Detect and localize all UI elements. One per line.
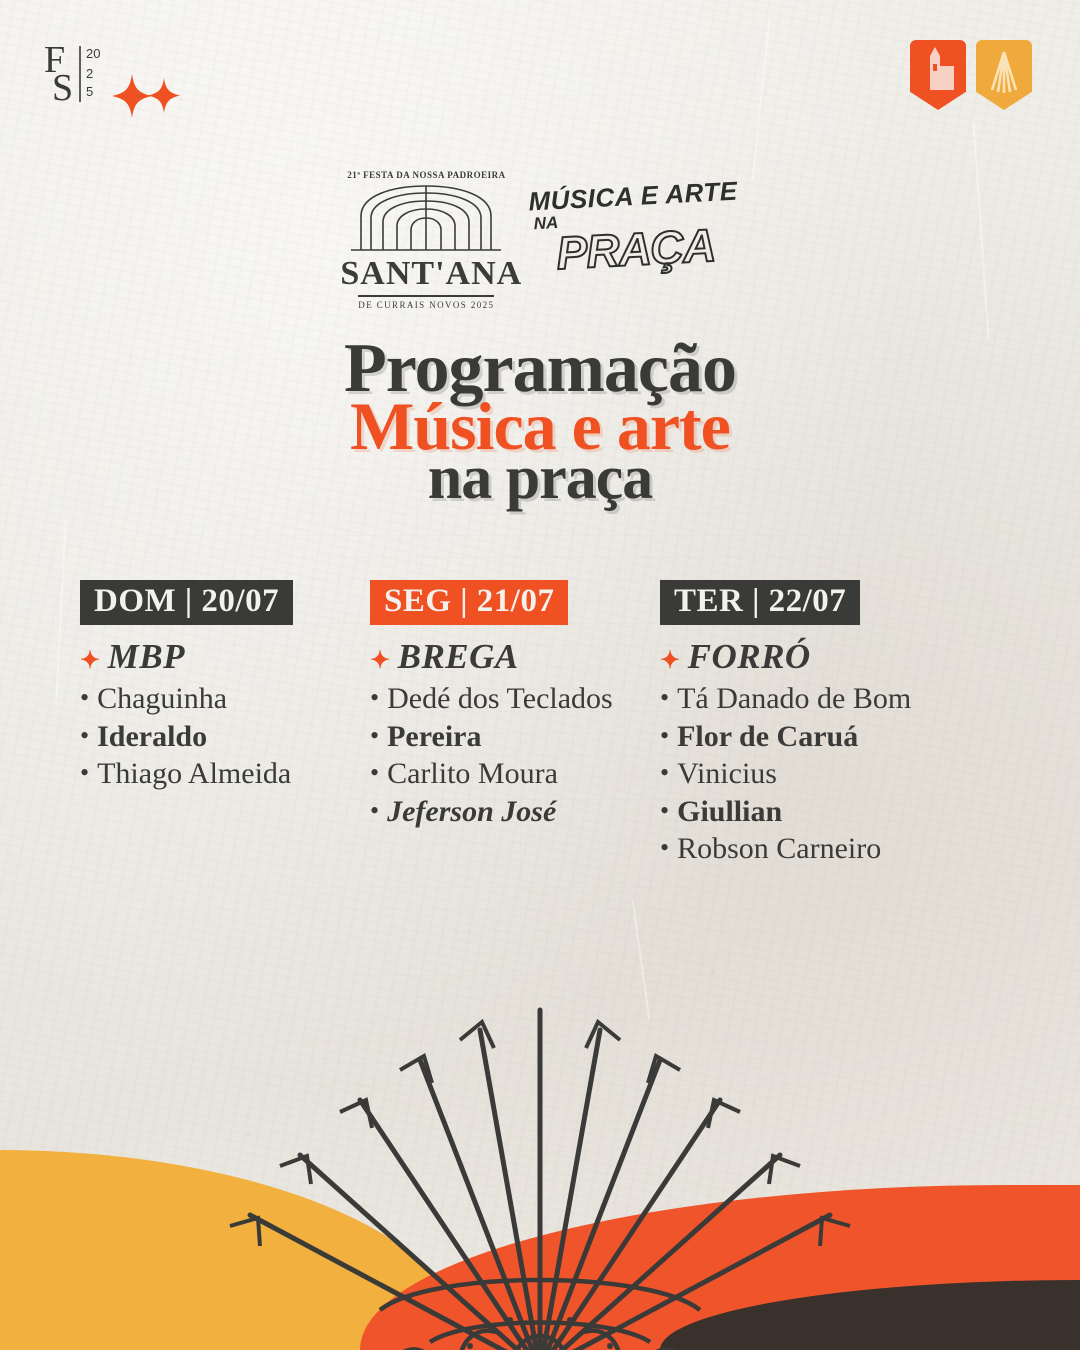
- bullet-icon: •: [80, 683, 90, 712]
- four-point-star-icon: ✦: [370, 648, 391, 674]
- bullet-icon: •: [370, 795, 380, 825]
- day-column-dom: [80, 580, 370, 865]
- artist-name: Carlito Moura: [387, 757, 558, 791]
- artist-name: Jeferson José: [387, 794, 557, 828]
- svg-text:5: 5: [86, 84, 94, 99]
- list-item: [660, 719, 950, 753]
- four-point-star-icon: ✦: [80, 648, 101, 674]
- list-item: [370, 759, 660, 790]
- bullet-icon: •: [660, 758, 670, 788]
- artist-name: Ideraldo: [97, 719, 208, 753]
- orange-wave-shape: [360, 1185, 1080, 1350]
- headline-line-3: na praça: [427, 444, 653, 513]
- musica-e-arte-wordmark: [528, 175, 741, 279]
- genre-text: FORRÓ: [687, 637, 811, 676]
- bullet-icon: •: [370, 720, 380, 750]
- bullet-icon: •: [660, 683, 670, 712]
- crest-subtitle: DE CURRAIS NOVOS 2025: [358, 295, 494, 310]
- bottom-artwork: [0, 920, 1080, 1350]
- bullet-icon: •: [660, 795, 670, 825]
- wordmark-line-3: PRAÇA: [555, 218, 717, 279]
- artist-name: Pereira: [387, 719, 482, 753]
- sparkle-icon: [112, 74, 180, 118]
- day-chip-ter: TER | 22/07: [660, 580, 860, 625]
- wordmark-line-1: MÚSICA E ARTE: [528, 175, 739, 217]
- list-item: [370, 794, 660, 828]
- yellow-wave-shape: [0, 1150, 470, 1350]
- sunburst-illustration: [130, 970, 950, 1350]
- fs-monogram-logo: [44, 38, 116, 108]
- bullet-icon: •: [660, 720, 670, 750]
- wordmark-line-2: NA: [533, 212, 560, 233]
- logo-row: [0, 170, 1080, 330]
- list-item: [660, 759, 950, 790]
- bullet-icon: •: [660, 833, 670, 863]
- list-item: [660, 794, 950, 828]
- list-item: [660, 684, 950, 715]
- svg-text:20: 20: [86, 46, 101, 61]
- bullet-icon: •: [80, 758, 90, 788]
- church-badge-icon: [910, 40, 966, 110]
- day-chip-dom: DOM | 20/07: [80, 580, 293, 625]
- artist-name: Thiago Almeida: [97, 757, 292, 791]
- page-title: [0, 330, 1080, 513]
- svg-text:S: S: [52, 67, 74, 108]
- artist-name: Flor de Caruá: [677, 719, 859, 753]
- artist-name: Vinicius: [677, 757, 777, 791]
- bullet-icon: •: [80, 720, 90, 750]
- bullet-icon: •: [370, 758, 380, 788]
- genre-text: MBP: [107, 637, 185, 676]
- day-chip-seg: SEG | 21/07: [370, 580, 568, 625]
- genre-label-seg: [370, 637, 660, 677]
- artist-name: Dedé dos Teclados: [387, 682, 613, 715]
- headline-line-2: Música e arte: [350, 388, 730, 465]
- genre-label-ter: [660, 637, 950, 677]
- artist-name: Chaguinha: [97, 682, 228, 715]
- badge-group: [910, 40, 1032, 110]
- list-item: [80, 719, 370, 753]
- dark-wave-shape: [660, 1280, 1080, 1350]
- svg-text:F: F: [44, 39, 66, 81]
- crest-top-text: 21ª FESTA DA NOSSA PADROEIRA: [347, 170, 506, 180]
- schedule-grid: [80, 580, 1020, 865]
- day-column-seg: [370, 580, 660, 865]
- list-item: [80, 684, 370, 715]
- list-item: [370, 719, 660, 753]
- list-item: [80, 759, 370, 790]
- sun-rays-badge-icon: [976, 40, 1032, 110]
- day-column-ter: [660, 580, 950, 865]
- headline-line-1: Programação: [343, 330, 736, 407]
- artist-name: Tá Danado de Bom: [677, 682, 912, 715]
- artist-name: Giullian: [677, 794, 783, 828]
- genre-label-dom: [80, 637, 370, 677]
- list-item: [660, 834, 950, 865]
- four-point-star-icon: ✦: [660, 648, 681, 674]
- bullet-icon: •: [370, 683, 380, 712]
- artist-name: Robson Carneiro: [677, 832, 882, 866]
- svg-text:2: 2: [86, 66, 94, 81]
- crest-name: SANT'ANA: [340, 255, 523, 292]
- list-item: [370, 684, 660, 715]
- crest-arch-illustration: [341, 182, 511, 252]
- genre-text: BREGA: [397, 637, 519, 676]
- top-bar: [0, 34, 1080, 114]
- santana-crest-logo: [340, 170, 523, 313]
